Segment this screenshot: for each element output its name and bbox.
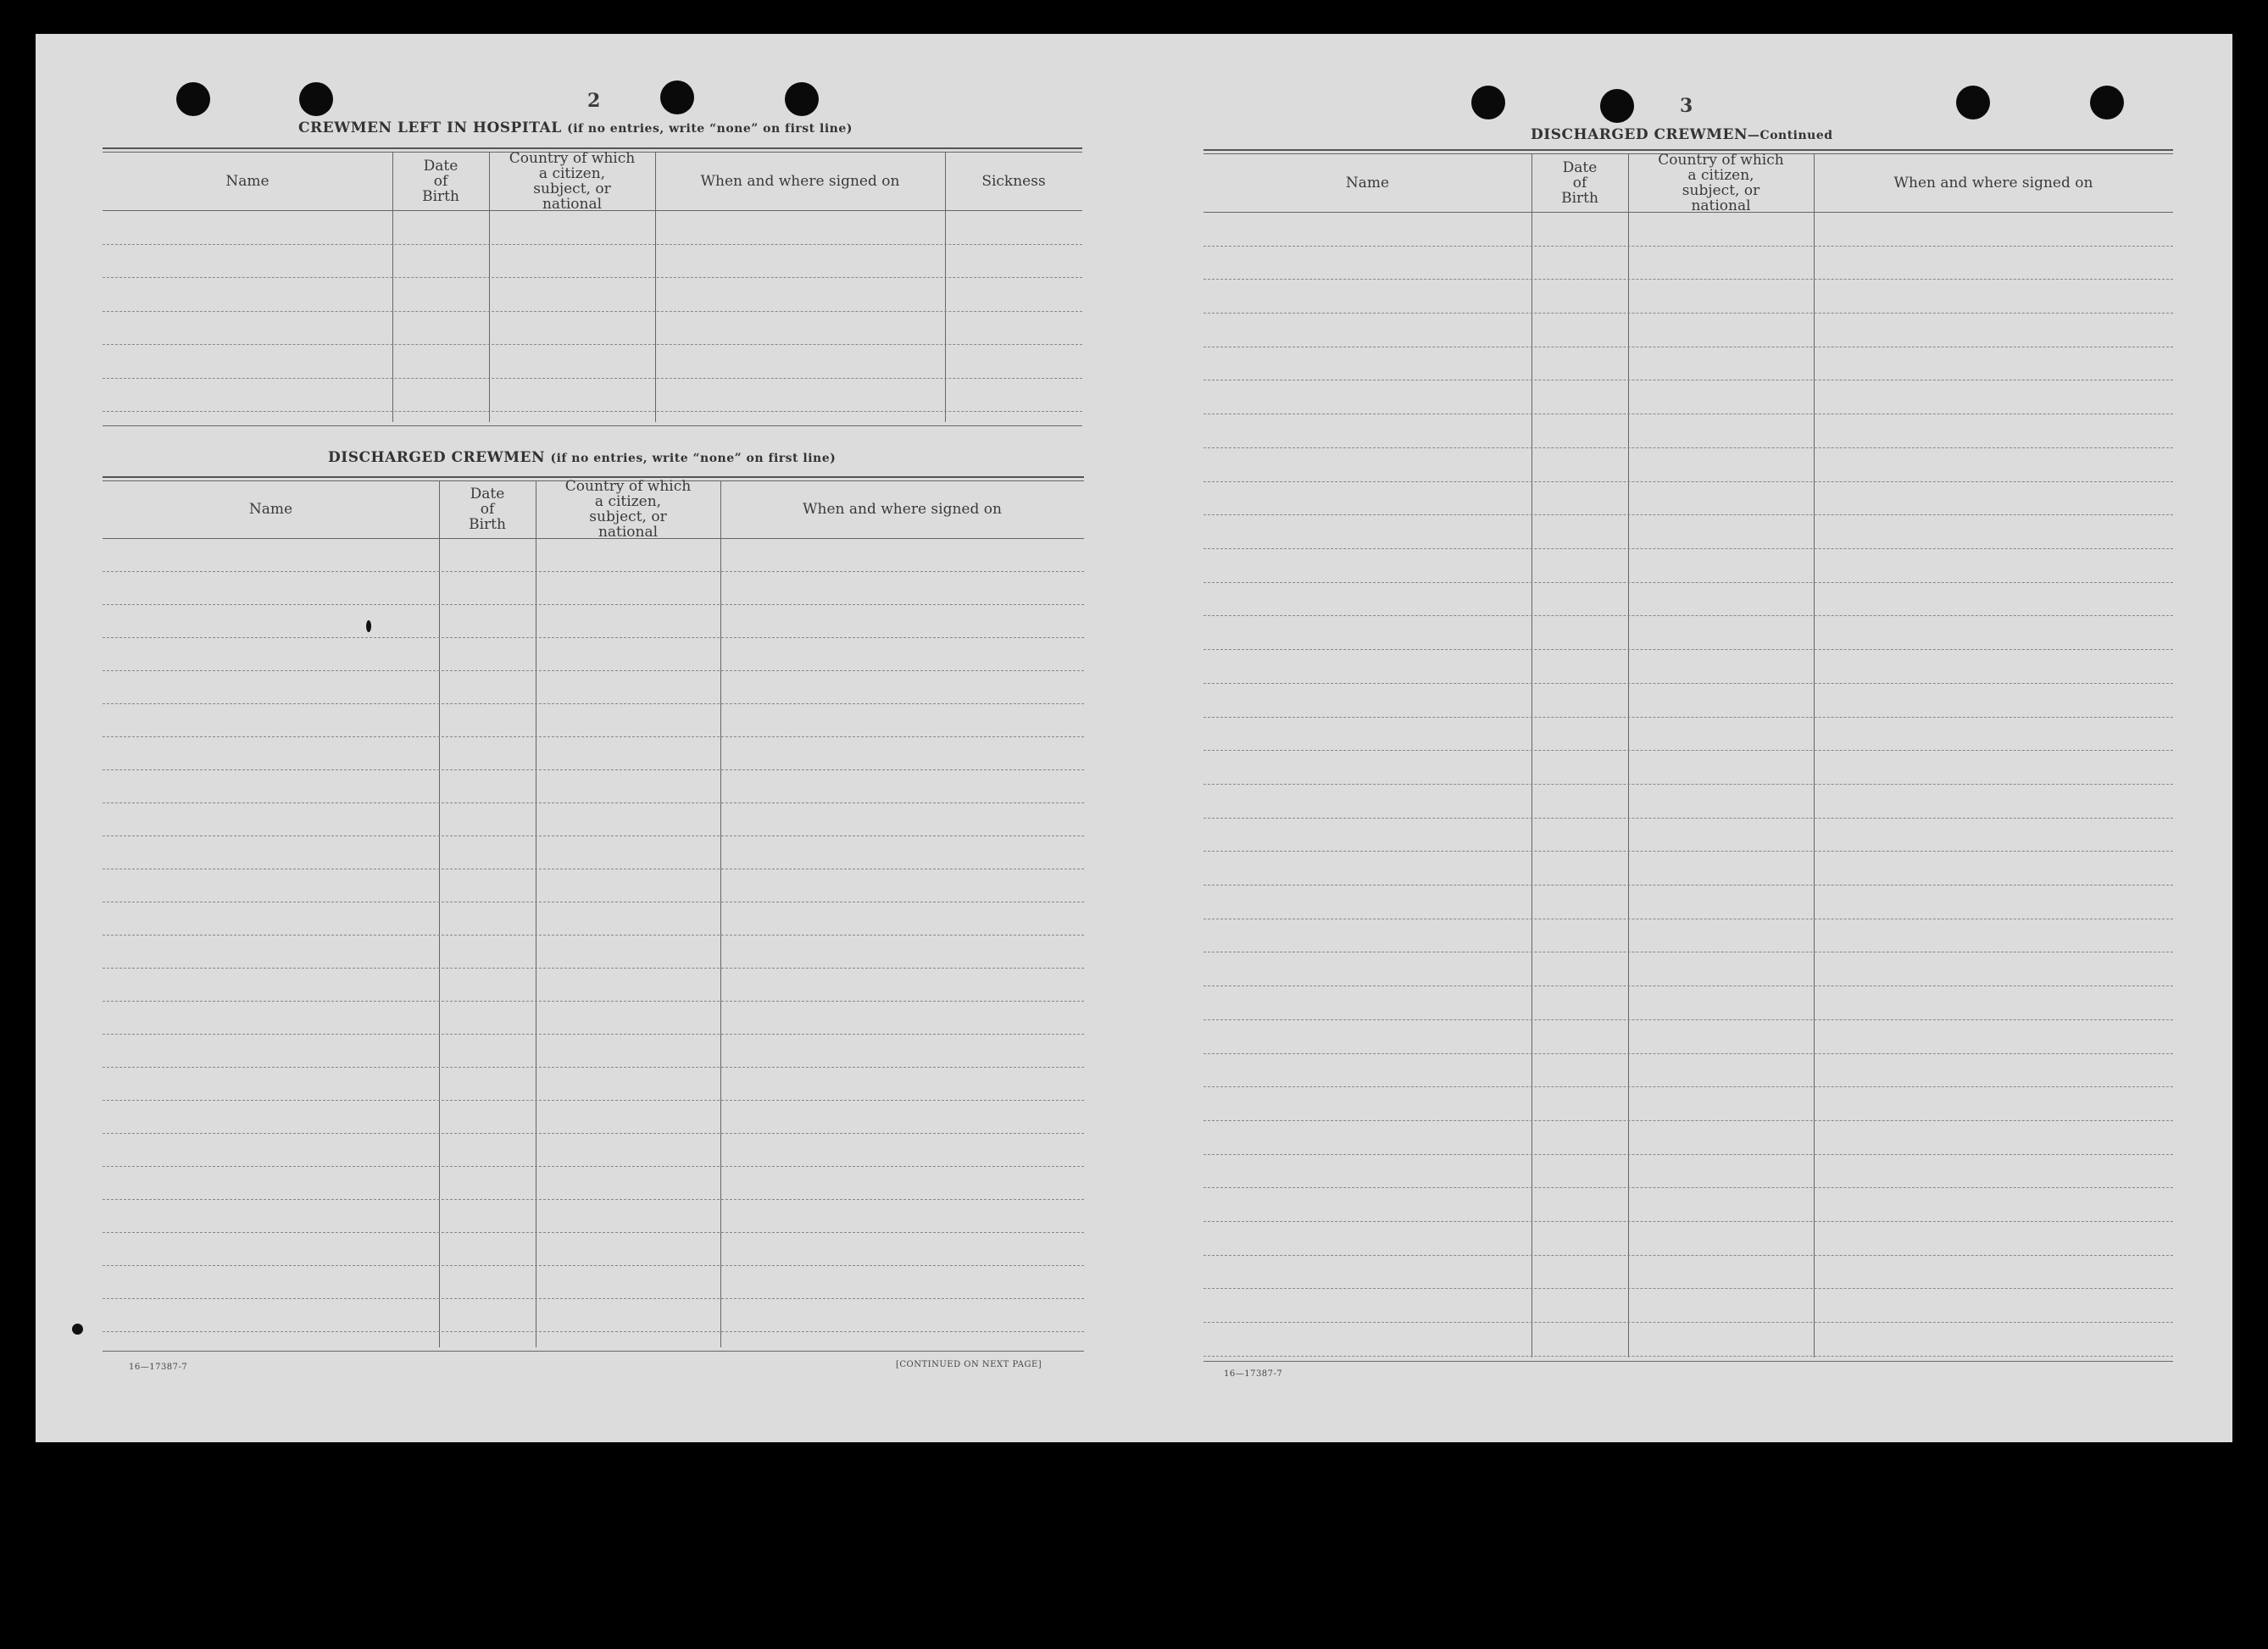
ledger-row-line [1203,313,2173,314]
punch-hole [785,82,819,116]
column-header: Country of which a citizen, subject, or national [564,478,692,541]
ledger-row-line [103,571,1084,572]
column-divider [655,152,656,422]
column-divider [1628,153,1629,1358]
ledger-row-line [103,1001,1084,1002]
form-number-left: 16—17387-7 [129,1363,188,1372]
ink-mark [366,620,371,632]
table-top-rule [103,147,1082,149]
ledger-row-line [103,802,1084,803]
ledger-row-line [1203,447,2173,448]
ledger-row-line [103,1265,1084,1266]
punch-hole [660,81,694,114]
form-number-right: 16—17387-7 [1224,1369,1283,1379]
ledger-row-line [103,670,1084,671]
ledger-row-line [1203,514,2173,515]
ledger-row-line [1203,750,2173,751]
ledger-row-line [103,968,1084,969]
ledger-row-line [1203,1255,2173,1256]
punch-hole [299,82,333,116]
ledger-row-line [103,311,1082,312]
table-bottom-rule [1203,1361,2173,1362]
ledger-row-line [103,344,1082,345]
ledger-row-line [1203,615,2173,616]
ledger-row-line [1203,784,2173,785]
ink-mark [72,1324,83,1335]
ledger-row-line [1203,649,2173,650]
ledger-row-line [103,378,1082,379]
column-divider [439,480,440,1347]
ledger-row-line [103,1133,1084,1134]
column-header: When and where signed on [700,172,900,190]
ledger-row-line [103,1199,1084,1200]
table-bottom-rule [103,1351,1084,1352]
ledger-row-line [103,1034,1084,1035]
ledger-row-line [1203,481,2173,482]
column-divider [1531,153,1532,1358]
ledger-row-line [103,244,1082,245]
column-divider [945,152,946,422]
column-header: When and where signed on [1893,174,2093,192]
page-number-right: 3 [1680,95,1693,117]
ledger-row-line [1203,1288,2173,1289]
ledger-row-line [103,1166,1084,1167]
column-header: When and where signed on [803,501,1002,518]
ledger-row-line [1203,548,2173,549]
ledger-row-line [103,277,1082,278]
ledger-row-line [1203,885,2173,886]
ledger-row-line [1203,1356,2173,1357]
ledger-row-line [1203,279,2173,280]
ledger-row-line [1203,1053,2173,1054]
ledger-row-line [1203,1019,2173,1020]
ledger-row-line [1203,717,2173,718]
page-number-left: 2 [587,90,601,112]
ledger-row-line [1203,818,2173,819]
column-divider [720,480,721,1347]
ledger-row-line [1203,1322,2173,1323]
hospital-section-title: CREWMEN LEFT IN HOSPITAL (if no entries, write “none” on first line) [298,119,853,136]
ledger-row-line [103,1298,1084,1299]
table-top-rule [1203,149,2173,151]
ledger-row-line [103,1331,1084,1332]
ledger-row-line [1203,1221,2173,1222]
ledger-row-line [1203,582,2173,583]
ledger-row-line [103,1100,1084,1101]
punch-hole [2090,86,2124,119]
column-header: Name [225,172,270,190]
column-header: Name [248,501,293,518]
table-bottom-rule [103,425,1082,426]
ledger-row-line [103,604,1084,605]
ledger-row-line [103,935,1084,936]
ledger-row-line [1203,851,2173,852]
column-header: Date of Birth [422,157,459,205]
ledger-row-line [103,769,1084,770]
continued-note: [CONTINUED ON NEXT PAGE] [896,1360,1042,1369]
discharged-continued-title: DISCHARGED CREWMEN—Continued [1531,126,1833,143]
column-header: Country of which a citizen, subject, or national [1658,151,1784,214]
ledger-row-line [103,736,1084,737]
ledger-row-line [1203,246,2173,247]
column-divider [489,152,490,422]
ledger-row-line [103,637,1084,638]
ledger-row-line [103,1067,1084,1068]
ledger-sheet [36,34,2232,1442]
column-header: Date of Birth [1561,158,1598,207]
punch-hole [1471,86,1505,119]
ledger-row-line [1203,1187,2173,1188]
column-header: Date of Birth [469,486,506,533]
ledger-row-line [103,1232,1084,1233]
ledger-row-line [1203,1120,2173,1121]
ledger-row-line [103,411,1082,412]
ledger-row-line [103,703,1084,704]
column-divider [1814,153,1815,1358]
ledger-row-line [1203,1154,2173,1155]
ledger-row-line [1203,1086,2173,1087]
punch-hole [1956,86,1990,119]
discharged-section-title: DISCHARGED CREWMEN (if no entries, write “none” on first line) [328,449,837,466]
punch-hole [176,82,210,116]
column-header: Sickness [981,172,1046,190]
column-divider [392,152,393,422]
column-header: Name [1345,174,1390,192]
ledger-row-line [1203,683,2173,684]
punch-hole [1600,89,1634,123]
column-header: Country of which a citizen, subject, or national [509,149,636,213]
